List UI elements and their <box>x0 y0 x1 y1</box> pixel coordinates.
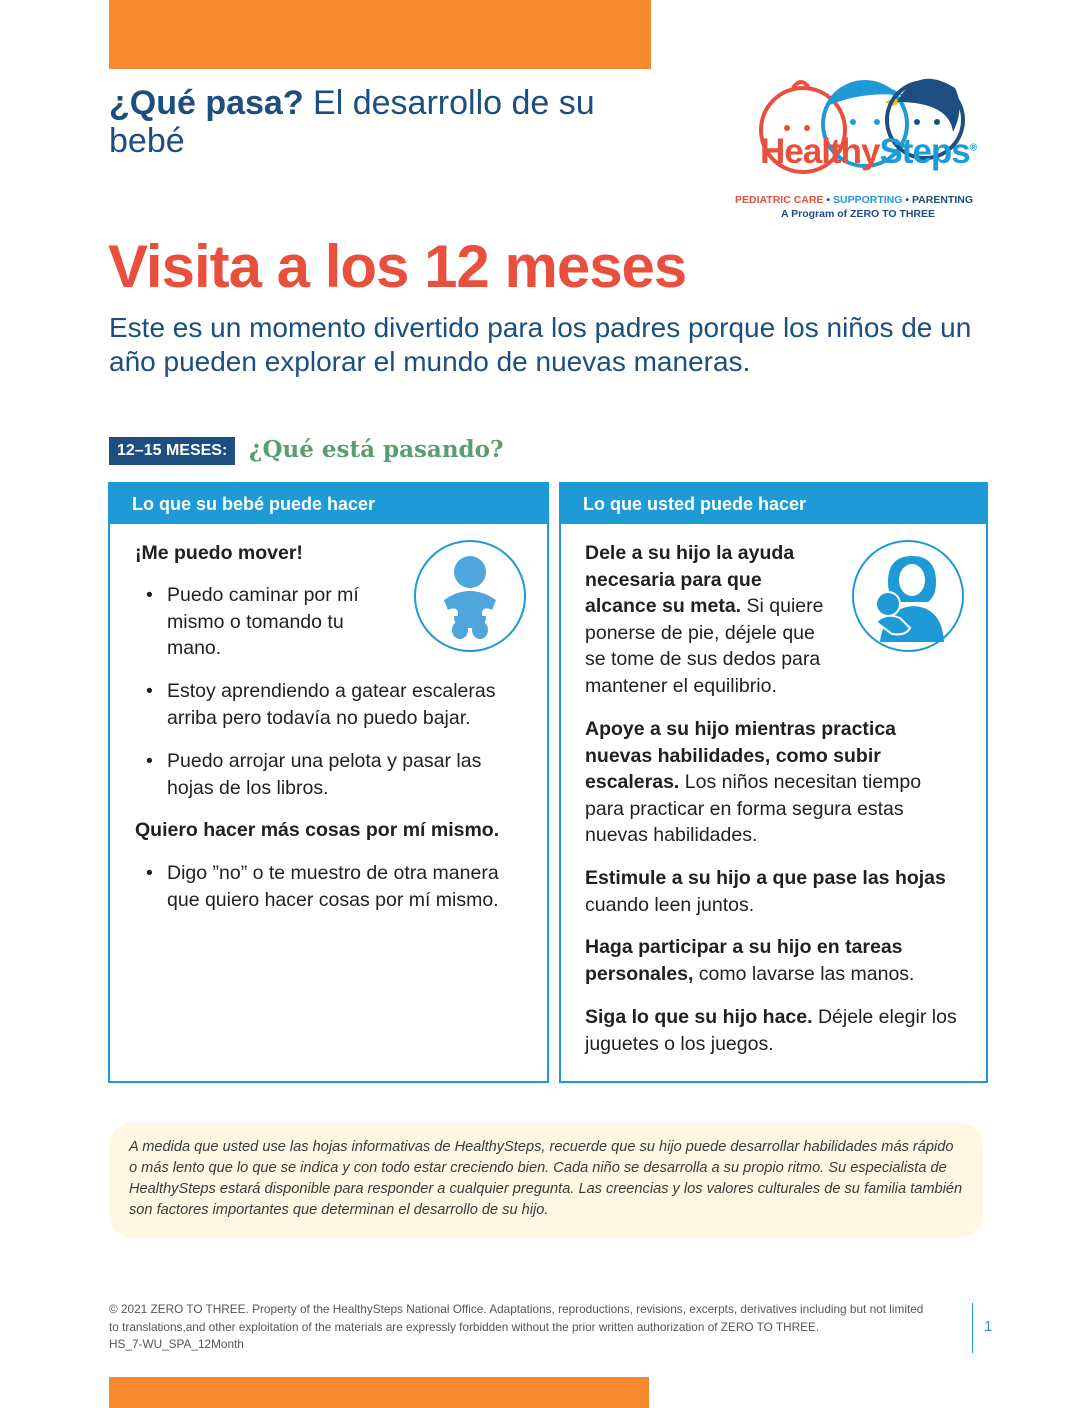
bullet-dot: • <box>146 862 153 884</box>
logo-tagline <box>735 194 995 206</box>
right-item-3-bold: Estimule a su hijo a que pase las hojas <box>585 867 946 889</box>
logo-tag-1: PEDIATRIC CARE <box>735 194 824 206</box>
section-question: ¿Qué está pasando? <box>249 436 504 463</box>
right-item-3 <box>585 865 975 918</box>
logo-faces-icon <box>735 62 995 192</box>
logo-tag-2: SUPPORTING <box>833 194 903 206</box>
logo-registered: ® <box>969 142 977 154</box>
right-item-1 <box>585 540 835 699</box>
right-item-1-bold: Dele a su hijo la ayuda necesaria para que alcance su meta. <box>585 542 795 617</box>
panel-heading-right: Lo que usted puede hacer <box>561 484 986 524</box>
left-subheading-2 <box>135 817 499 844</box>
bullet-dot: • <box>146 680 153 702</box>
bottom-orange-bar <box>109 1377 649 1408</box>
page-number: 1 <box>984 1318 993 1335</box>
right-item-4 <box>585 934 965 987</box>
baby-can-do-panel <box>108 482 549 1083</box>
list-item-text: Digo ”no” o te muestro de otra manera que quiero hacer cosas por mí mismo. <box>167 862 499 911</box>
right-item-2-bold: Apoye a su hijo mientras practica nuevas habilidades, como subir escaleras. <box>585 718 897 793</box>
age-badge: 12–15 MESES: <box>109 437 235 465</box>
left-subheading-2-text: Quiero hacer más cosas por mí mismo. <box>135 819 500 841</box>
parent-holding-child-icon <box>852 540 964 652</box>
left-subheading-1 <box>135 540 303 567</box>
right-item-4-rest: como lavarse las manos. <box>693 962 915 985</box>
logo-tag-sep-2: • <box>902 194 912 206</box>
panel-heading-left: Lo que su bebé puede hacer <box>110 484 547 524</box>
page-kicker <box>109 84 669 160</box>
kicker-bold: ¿Qué pasa? <box>109 84 304 122</box>
footer <box>109 1301 929 1354</box>
right-item-5-rest: Déjele elegir los juguetes o los juegos. <box>585 1006 957 1055</box>
top-orange-bar <box>109 0 651 69</box>
list-item-text: Estoy aprendiendo a gatear escaleras arriba pero todavía no puedo bajar. <box>167 680 496 729</box>
list-item-text: Puedo caminar por mí mismo o tomando tu mano. <box>167 584 359 659</box>
footer-divider <box>972 1303 973 1353</box>
list-item-text: Puedo arrojar una pelota y pasar las hojas de los libros. <box>167 750 482 799</box>
bullet-dot: • <box>146 750 153 772</box>
right-item-5 <box>585 1004 965 1057</box>
right-item-2 <box>585 716 965 849</box>
logo-word-healthy: Healthy <box>760 132 880 171</box>
left-subheading-1-text: ¡Me puedo mover! <box>135 542 303 564</box>
you-can-do-panel <box>559 482 988 1083</box>
right-item-2-rest: Los niños necesitan tiempo para practicar en forma segura estas nuevas habilidades. <box>585 771 922 846</box>
right-item-3-rest: cuando leen juntos. <box>585 893 755 916</box>
right-item-4-bold: Haga participar a su hijo en tareas personales, <box>585 936 903 985</box>
bullet-dot: • <box>146 584 153 606</box>
logo-tag-3: PARENTING <box>911 194 974 206</box>
list-item <box>146 678 537 731</box>
baby-icon <box>414 540 526 652</box>
kicker-rest: El desarrollo de su bebé <box>109 84 595 160</box>
footer-code: HS_7-WU_SPA_12Month <box>109 1337 244 1351</box>
logo-word-steps: Steps <box>879 132 970 171</box>
page-title: Visita a los 12 meses <box>108 233 687 300</box>
intro-text: Este es un momento divertido para los padres porque los niños de un año pueden explorar el mundo de nuevas maneras. <box>109 312 972 377</box>
right-item-1-rest: Si quiere ponerse de pie, déjele que se tome de sus dedos para mantener el equilibrio. <box>585 595 824 697</box>
logo-wordmark <box>760 132 976 172</box>
list-item <box>146 860 522 913</box>
footer-copyright: © 2021 ZERO TO THREE. Property of the HealthySteps National Office. Adaptations, reproductions, revisions, excerpts, derivatives including but not limited to translations,and other exploitation of the materials are expressly forbidden without the prior written authorization of ZERO TO THREE. <box>109 1302 924 1334</box>
disclaimer-note: A medida que usted use las hojas informativas de HealthySteps, recuerde que su hijo puede desarrollar habilidades más rápido o más lento que lo que se indica y con todo estar creciendo bien. Cada niño se desarrolla a su propio ritmo. Su especialista de HealthySteps estará disponible para responder a cualquier pregunta. Las creencias y los valores culturales de su familia también son factores importantes que determinan el desarrollo de su hijo. <box>109 1123 983 1237</box>
list-item <box>146 582 397 662</box>
healthysteps-logo <box>735 62 995 222</box>
list-item <box>146 748 527 801</box>
logo-subtitle: A Program of ZERO TO THREE <box>781 208 936 220</box>
logo-tag-sep-1: • <box>823 194 833 206</box>
right-item-5-bold: Siga lo que su hijo hace. <box>585 1006 813 1028</box>
